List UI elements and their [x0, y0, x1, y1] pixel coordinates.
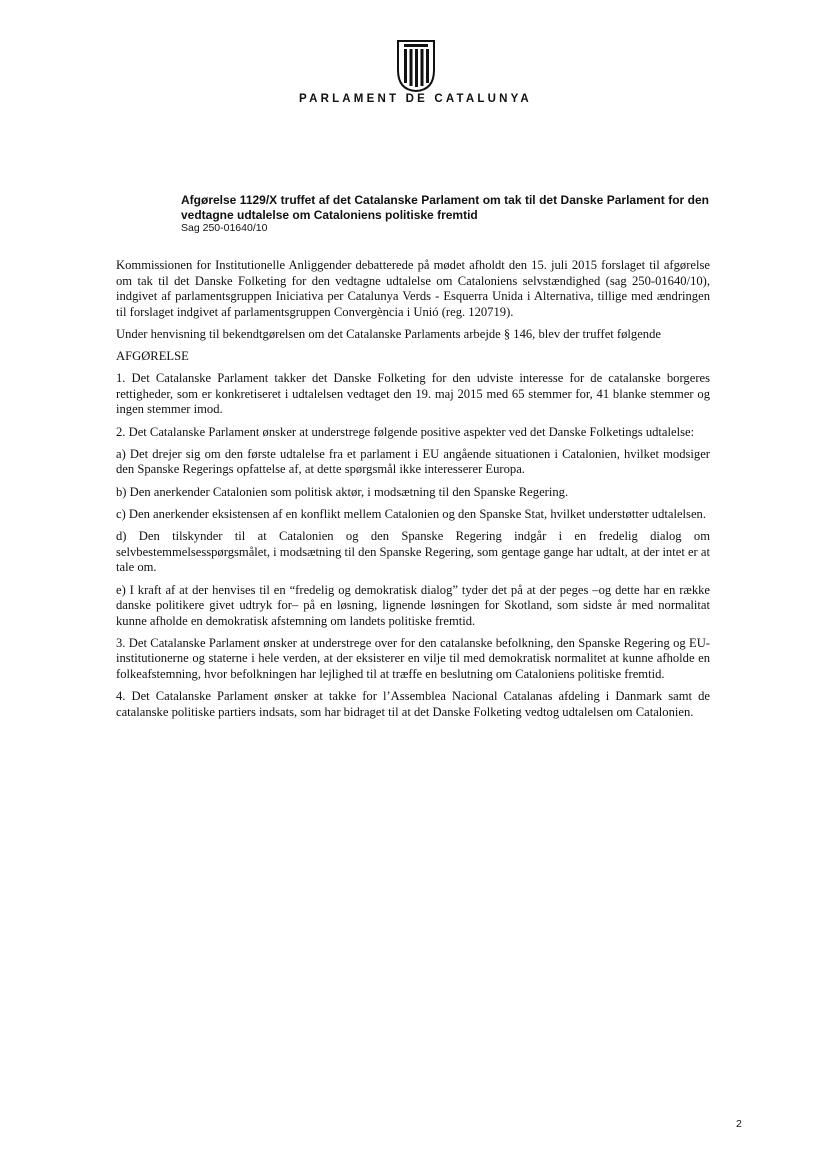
resolution-header [181, 193, 709, 235]
point-2b: b) Den anerkender Catalonien som politisk aktør, i modsætning til den Spanske Regering. [116, 484, 569, 499]
point-2e: e) I kraft af at der henvises til en “fredelig og demokratisk dialog” tyder det på at der peges –og dette har en række danske politikere givet udtryk for– på en løsning, lignende løsningen for Skotland, som sidste år med normalitat kunne afholde en demokratisk afstemning om landets politiske fremtid. [116, 582, 710, 628]
point-2: 2. Det Catalanske Parlament ønsker at understrege følgende positive aspekter ved det Danske Folketings udtalelse: [116, 424, 695, 439]
point-2c: c) Den anerkender eksistensen af en konflikt mellem Catalonien og den Spanske Stat, hvilket understøtter udtalelsen. [116, 507, 706, 522]
point-2d: d) Den tilskynder til at Catalonien og den Spanske Regering indgår i en fredelig dialog om selvbestemmelsesspørgsmålet, i modsætning til den Spanske Regering, som gentage gange har udtalt, at der intet er at tale om. [116, 529, 710, 575]
page-number: 2 [736, 1118, 742, 1130]
reference-paragraph: Under henvisning til bekendtgørelsen om det Catalanske Parlaments arbejde § 146, blev der truffet følgende [116, 326, 661, 341]
decision-heading: AFGØRELSE [116, 349, 189, 364]
point-3: 3. Det Catalanske Parlament ønsker at understrege over for den catalanske befolkning, den Spanske Regering og EU-institutionerne og staterne i hele verden, at der eksisterer en vilje til med demokratisk normalitet at kunne afholde en folkeafstemning, hvor befolkningen har lejlighed til at træffe en beslutning om Cataloniens politiske fremtid. [116, 635, 710, 681]
point-1: 1. Det Catalanske Parlament takker det Danske Folketing for den udviste interesse for de catalanske borgeres rettigheder, som er konkretiseret i udtalelsen vedtaget den 19. maj 2015 med 65 stemmer for, 41 blanke stemmer og ingen stemmer imod. [116, 371, 710, 417]
point-4: 4. Det Catalanske Parlament ønsker at takke for l’Assemblea Nacional Catalanas afdeling i Danmark samt de catalanske politiske partiers indsats, som har bidraget til at det Danske Folketing vedtog udtalelsen om Catalonien. [116, 689, 710, 719]
document-body [116, 258, 710, 727]
resolution-title: Afgørelse 1129/X truffet af det Catalanske Parlament om tak til det Danske Parlament for den vedtagne udtalelse om Cataloniens politiske fremtid [181, 193, 709, 222]
parliament-logo-icon [397, 40, 435, 92]
case-number: Sag 250-01640/10 [181, 222, 268, 234]
organization-name: PARLAMENT DE CATALUNYA [299, 93, 532, 105]
point-2a: a) Det drejer sig om den første udtalelse fra et parlament i EU angående situationen i Catalonien, hvilket modsiger den Spanske Regerings opfattelse af, at dette spørgsmål ikke interesserer Europa. [116, 446, 710, 477]
intro-paragraph: Kommissionen for Institutionelle Anliggender debatterede på mødet afholdt den 15. juli 2015 forslaget til afgørelse om tak til det Danske Folketing for den vedtagne udtalelse om Cataloniens selvstændighed (sag 250-01640/10), indgivet af parlamentsgruppen Iniciativa per Catalunya Verds - Esquerra Unida i Alternativa, tillige med ændringen til forslaget indgivet af parlamentsgruppen Convergència i Unió (reg. 120719). [116, 258, 710, 319]
